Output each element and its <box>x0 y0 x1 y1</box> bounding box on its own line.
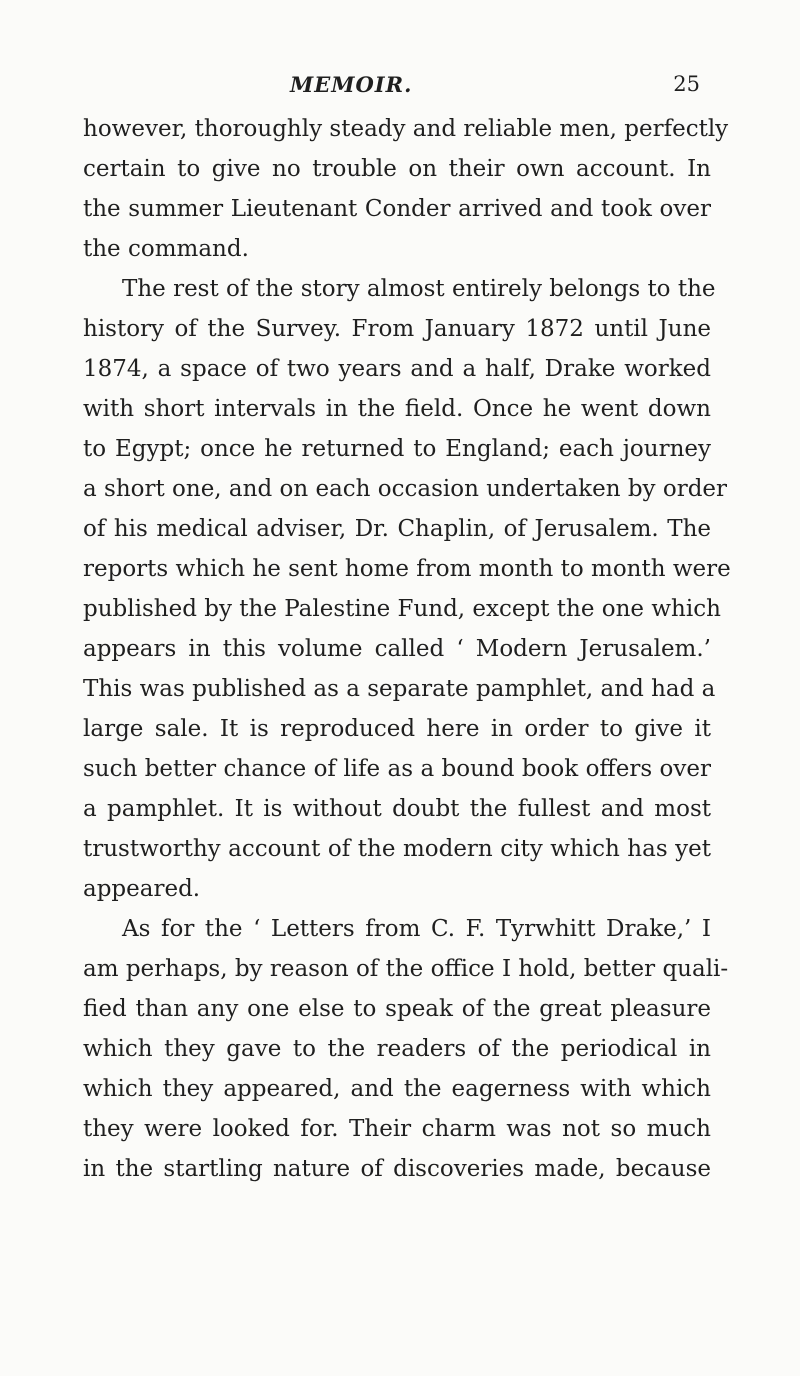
text-line: reports which he sent home from month to month were <box>83 556 731 582</box>
text-line: however, thoroughly steady and reliable men, perfectly <box>83 116 729 142</box>
body-text <box>83 109 731 1189</box>
text-line: in the startling nature of discoveries made, because <box>83 1156 711 1182</box>
text-line: with short intervals in the field. Once he went down <box>83 396 711 422</box>
text-line: to Egypt; once he returned to England; each journey <box>83 436 711 462</box>
text-line: 1874, a space of two years and a half, Drake worked <box>83 356 711 382</box>
text-line: of his medical adviser, Dr. Chaplin, of Jerusalem. The <box>83 516 711 542</box>
text-line: appeared. <box>83 876 201 902</box>
text-line: large sale. It is reproduced here in order to give it <box>83 716 711 742</box>
running-head <box>100 72 700 102</box>
text-line: such better chance of life as a bound book offers over <box>83 756 711 782</box>
text-line: they were looked for. Their charm was not so much <box>83 1116 711 1142</box>
text-line: This was published as a separate pamphlet, and had a <box>83 676 716 702</box>
text-line: which they appeared, and the eagerness with which <box>83 1076 711 1102</box>
text-line: certain to give no trouble on their own account. In <box>83 156 711 182</box>
text-line: The rest of the story almost entirely belongs to the <box>122 276 716 302</box>
text-line: am perhaps, by reason of the office I hold, better quali- <box>83 956 729 982</box>
text-line: appears in this volume called ‘ Modern Jerusalem.’ <box>83 636 711 662</box>
text-line: fied than any one else to speak of the great pleasure <box>83 996 711 1022</box>
text-line: the summer Lieutenant Conder arrived and took over <box>83 196 711 222</box>
text-line: history of the Survey. From January 1872 until June <box>83 316 711 342</box>
text-line: a short one, and on each occasion undertaken by order <box>83 476 728 502</box>
text-line: which they gave to the readers of the periodical in <box>83 1036 711 1062</box>
text-line: trustworthy account of the modern city which has yet <box>83 836 711 862</box>
running-title: MEMOIR. <box>290 72 413 97</box>
page-number: 25 <box>673 72 700 96</box>
text-line: published by the Palestine Fund, except the one which <box>83 596 721 622</box>
text-line: the command. <box>83 236 249 262</box>
text-line: As for the ‘ Letters from C. F. Tyrwhitt Drake,’ I <box>122 916 711 942</box>
text-line: a pamphlet. It is without doubt the fullest and most <box>83 796 711 822</box>
